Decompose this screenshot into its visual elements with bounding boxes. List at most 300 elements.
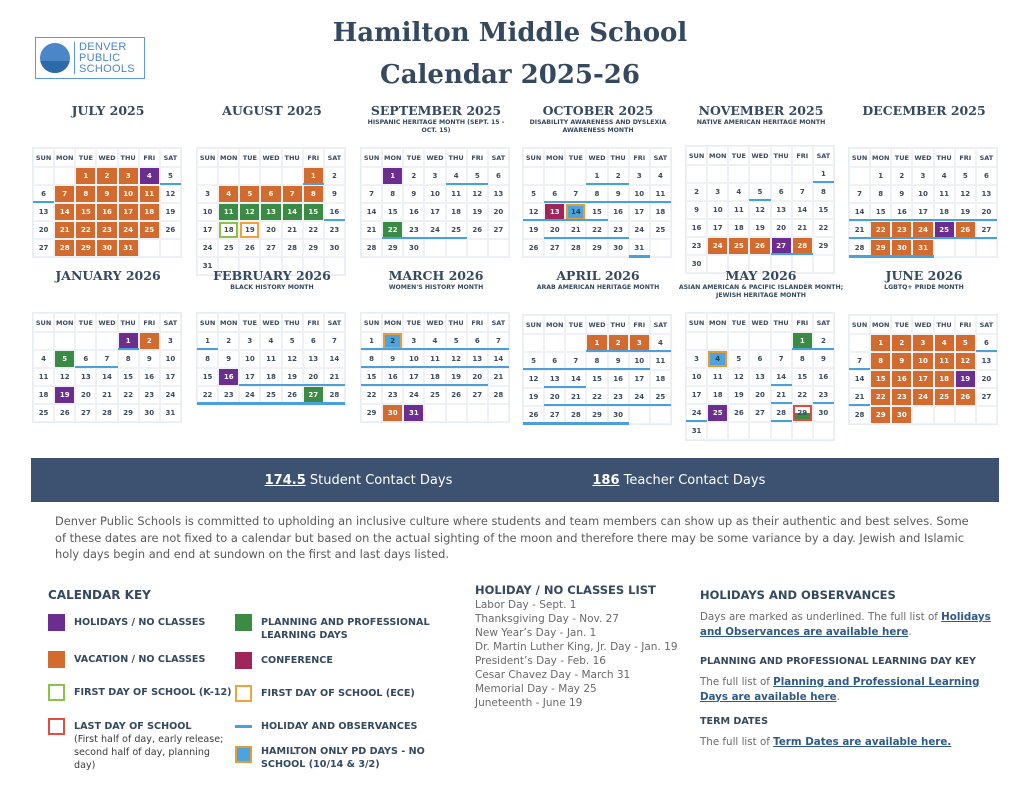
calendar-day: 4 xyxy=(218,185,239,203)
calendar-day: 25 xyxy=(260,386,281,404)
empty-day xyxy=(976,239,997,257)
calendar-day: 9 xyxy=(96,185,117,203)
calendar-day: 21 xyxy=(849,388,870,406)
calendar-day: 23 xyxy=(891,221,912,239)
calendar-day: 5 xyxy=(467,167,488,185)
calendar-day: 16 xyxy=(608,370,629,388)
calendar-day: 30 xyxy=(403,239,424,257)
calendar-day: 17 xyxy=(424,203,445,221)
calendar-day: 11 xyxy=(218,203,239,221)
empty-day xyxy=(849,334,870,352)
calendar-day: 20 xyxy=(771,219,792,237)
planning-desc: The full list of xyxy=(700,676,774,688)
calendar-day: 30 xyxy=(324,239,345,257)
calendar-day: 15 xyxy=(870,203,891,221)
calendar-day: 21 xyxy=(792,219,813,237)
calendar-day: 26 xyxy=(955,388,976,406)
calendar-day: 26 xyxy=(467,221,488,239)
weekday-header: FRI xyxy=(139,313,160,332)
calendar-day: 16 xyxy=(686,219,707,237)
empty-day xyxy=(771,422,792,440)
calendar-day: 27 xyxy=(303,386,324,404)
key-planning-label: PLANNING AND PROFESSIONAL LEARNING DAYS xyxy=(261,617,430,641)
weekday-header: SUN xyxy=(197,313,218,332)
calendar-day: 8 xyxy=(75,185,96,203)
calendar-day: 21 xyxy=(361,221,382,239)
calendar-day: 28 xyxy=(488,386,509,404)
calendar-day: 19 xyxy=(467,203,488,221)
weekday-header: TUE xyxy=(403,313,424,332)
month-grid xyxy=(522,147,672,258)
calendar-day: 4 xyxy=(728,183,749,201)
calendar-day: 28 xyxy=(324,386,345,404)
weekday-header: THU xyxy=(934,148,955,167)
calendar-day: 19 xyxy=(282,368,303,386)
calendar-day: 3 xyxy=(912,334,933,352)
calendar-day: 18 xyxy=(650,203,671,221)
calendar-day: 26 xyxy=(239,239,260,257)
calendar-day: 1 xyxy=(813,165,834,183)
month-calendar xyxy=(678,268,844,435)
hamilton-pd-swatch-icon xyxy=(235,746,252,763)
calendar-day: 22 xyxy=(813,219,834,237)
dps-logo-emblem-icon xyxy=(40,43,70,73)
calendar-day: 1 xyxy=(792,332,813,350)
month-grid xyxy=(848,147,998,258)
calendar-day: 25 xyxy=(33,404,54,422)
calendar-day: 15 xyxy=(197,368,218,386)
calendar-day: 4 xyxy=(934,334,955,352)
month-calendar xyxy=(522,103,674,252)
calendar-day: 29 xyxy=(382,239,403,257)
calendar-day: 12 xyxy=(955,185,976,203)
calendar-day: 10 xyxy=(686,368,707,386)
calendar-day: 18 xyxy=(728,219,749,237)
calendar-day: 20 xyxy=(749,386,770,404)
empty-day xyxy=(686,165,707,183)
term-link[interactable]: Term Dates are available here. xyxy=(773,736,952,748)
holiday-swatch-icon xyxy=(48,614,65,631)
calendar-day: 23 xyxy=(813,386,834,404)
teacher-contact-days xyxy=(592,473,765,488)
calendar-day: 31 xyxy=(118,239,139,257)
logo-line-2: PUBLIC xyxy=(79,51,121,64)
holiday-list-title: HOLIDAY / NO CLASSES LIST xyxy=(475,583,656,597)
calendar-day: 5 xyxy=(160,167,181,185)
calendar-day: 20 xyxy=(33,221,54,239)
calendar-day: 26 xyxy=(54,404,75,422)
calendar-day: 24 xyxy=(403,386,424,404)
weekday-header: SAT xyxy=(976,148,997,167)
calendar-day: 29 xyxy=(792,404,813,422)
calendar-day: 1 xyxy=(870,167,891,185)
empty-day xyxy=(424,404,445,422)
weekday-header: TUE xyxy=(75,313,96,332)
calendar-day: 18 xyxy=(707,386,728,404)
calendar-day: 5 xyxy=(282,332,303,350)
calendar-day: 24 xyxy=(424,221,445,239)
calendar-day: 17 xyxy=(707,219,728,237)
calendar-day: 11 xyxy=(707,368,728,386)
calendar-day: 13 xyxy=(260,203,281,221)
calendar-day: 30 xyxy=(608,239,629,257)
empty-day xyxy=(976,406,997,424)
calendar-day: 28 xyxy=(565,239,586,257)
empty-day xyxy=(33,167,54,185)
empty-day xyxy=(467,404,488,422)
calendar-day: 22 xyxy=(792,386,813,404)
calendar-day: 2 xyxy=(608,334,629,352)
observances-link[interactable]: Holidays and Observances are available here xyxy=(700,611,991,638)
empty-day xyxy=(361,167,382,185)
empty-day xyxy=(771,332,792,350)
calendar-day: 1 xyxy=(870,334,891,352)
empty-day xyxy=(650,239,671,257)
calendar-day: 6 xyxy=(488,167,509,185)
key-conference xyxy=(235,652,333,669)
calendar-day: 18 xyxy=(446,203,467,221)
calendar-day: 14 xyxy=(565,370,586,388)
weekday-header: THU xyxy=(282,148,303,167)
observance-line-icon xyxy=(235,725,252,728)
calendar-day: 23 xyxy=(608,388,629,406)
logo-line-1: DENVER xyxy=(79,40,127,53)
conference-swatch-icon xyxy=(235,652,252,669)
weekday-header: THU xyxy=(118,313,139,332)
month-observance: ASIAN AMERICAN & PACIFIC ISLANDER MONTH; JEWISH HERITAGE MONTH xyxy=(678,284,844,299)
calendar-day: 5 xyxy=(749,183,770,201)
month-calendar xyxy=(848,268,1000,419)
empty-day xyxy=(749,422,770,440)
calendar-day: 8 xyxy=(361,350,382,368)
calendar-day: 22 xyxy=(870,221,891,239)
weekday-header: MON xyxy=(870,148,891,167)
calendar-day: 18 xyxy=(218,221,239,239)
calendar-day: 16 xyxy=(813,368,834,386)
empty-day xyxy=(446,404,467,422)
month-grid xyxy=(848,314,998,425)
calendar-day: 7 xyxy=(849,352,870,370)
calendar-day: 26 xyxy=(749,237,770,255)
calendar-day: 26 xyxy=(955,221,976,239)
calendar-day: 1 xyxy=(361,332,382,350)
calendar-day: 17 xyxy=(629,370,650,388)
weekday-header: WED xyxy=(912,315,933,334)
calendar-day: 4 xyxy=(934,167,955,185)
calendar-day: 8 xyxy=(303,185,324,203)
observances-text: Days are marked as underlined. The full list of Holidays and Observances are available here. xyxy=(700,611,991,638)
dps-logo xyxy=(35,37,145,79)
calendar-day: 14 xyxy=(324,350,345,368)
empty-day xyxy=(544,167,565,185)
calendar-day: 10 xyxy=(239,350,260,368)
weekday-header: MON xyxy=(707,146,728,165)
calendar-day: 25 xyxy=(424,386,445,404)
calendar-day: 15 xyxy=(382,203,403,221)
calendar-day: 8 xyxy=(586,352,607,370)
calendar-day: 19 xyxy=(728,386,749,404)
calendar-day: 8 xyxy=(870,352,891,370)
calendar-day: 29 xyxy=(361,404,382,422)
calendar-day: 28 xyxy=(361,239,382,257)
calendar-day: 14 xyxy=(361,203,382,221)
logo-divider xyxy=(74,42,75,74)
term-desc: The full list of xyxy=(700,736,774,748)
calendar-day: 24 xyxy=(912,388,933,406)
calendar-day: 28 xyxy=(565,406,586,424)
empty-day xyxy=(523,334,544,352)
calendar-day: 9 xyxy=(139,350,160,368)
empty-day xyxy=(160,239,181,257)
empty-day xyxy=(565,167,586,185)
calendar-day: 19 xyxy=(955,370,976,388)
calendar-day: 15 xyxy=(303,203,324,221)
month-calendar xyxy=(685,103,837,268)
calendar-day: 18 xyxy=(33,386,54,404)
weekday-header: SAT xyxy=(160,148,181,167)
calendar-day: 4 xyxy=(260,332,281,350)
calendar-day: 18 xyxy=(139,203,160,221)
calendar-day: 2 xyxy=(403,167,424,185)
calendar-day: 1 xyxy=(382,167,403,185)
calendar-day: 13 xyxy=(771,201,792,219)
weekday-header: TUE xyxy=(891,148,912,167)
calendar-day: 7 xyxy=(771,350,792,368)
calendar-day: 17 xyxy=(118,203,139,221)
calendar-day: 25 xyxy=(446,221,467,239)
calendar-day: 30 xyxy=(686,255,707,273)
calendar-day: 8 xyxy=(382,185,403,203)
calendar-day: 8 xyxy=(586,185,607,203)
calendar-day: 2 xyxy=(608,167,629,185)
empty-day xyxy=(629,406,650,424)
month-calendar xyxy=(32,268,184,417)
empty-day xyxy=(792,165,813,183)
month-grid xyxy=(32,312,182,423)
calendar-day: 12 xyxy=(160,185,181,203)
weekday-header: TUE xyxy=(891,315,912,334)
calendar-day: 8 xyxy=(870,185,891,203)
calendar-day: 4 xyxy=(139,167,160,185)
calendar-day: 5 xyxy=(446,332,467,350)
weekday-header: MON xyxy=(218,313,239,332)
calendar-day: 14 xyxy=(96,368,117,386)
calendar-day: 12 xyxy=(467,185,488,203)
calendar-day: 1 xyxy=(586,334,607,352)
calendar-day: 10 xyxy=(197,203,218,221)
weekday-header: FRI xyxy=(792,313,813,332)
calendar-day: 29 xyxy=(870,406,891,424)
calendar-day: 3 xyxy=(160,332,181,350)
calendar-day: 19 xyxy=(523,388,544,406)
calendar-day: 25 xyxy=(707,404,728,422)
weekday-header: WED xyxy=(912,148,933,167)
teacher-days-count: 186 xyxy=(592,472,620,488)
month-name: JANUARY 2026 xyxy=(55,268,161,283)
holiday-item: Thanksgiving Day - Nov. 27 xyxy=(475,613,619,625)
key-observances-label: HOLIDAY AND OBSERVANCES xyxy=(261,721,418,732)
month-grid xyxy=(685,145,835,274)
calendar-day: 12 xyxy=(728,368,749,386)
logo-text xyxy=(79,42,135,75)
empty-day xyxy=(54,332,75,350)
calendar-day: 11 xyxy=(934,352,955,370)
empty-day xyxy=(686,332,707,350)
weekday-header: SAT xyxy=(976,315,997,334)
calendar-day: 25 xyxy=(728,237,749,255)
calendar-day: 16 xyxy=(403,203,424,221)
planning-link[interactable]: Planning and Professional Learning Days are available here xyxy=(700,676,980,703)
calendar-day: 30 xyxy=(891,239,912,257)
weekday-header: SAT xyxy=(650,315,671,334)
calendar-day: 21 xyxy=(324,368,345,386)
holiday-item: Memorial Day - May 25 xyxy=(475,683,597,695)
calendar-day: 13 xyxy=(303,350,324,368)
calendar-day: 2 xyxy=(382,332,403,350)
calendar-day: 10 xyxy=(424,185,445,203)
weekday-header: MON xyxy=(382,148,403,167)
calendar-day: 6 xyxy=(33,185,54,203)
weekday-header: THU xyxy=(934,315,955,334)
calendar-day: 9 xyxy=(608,352,629,370)
weekday-header: TUE xyxy=(239,313,260,332)
calendar-day: 21 xyxy=(849,221,870,239)
calendar-day: 25 xyxy=(218,239,239,257)
calendar-day: 10 xyxy=(912,352,933,370)
calendar-day: 24 xyxy=(629,388,650,406)
calendar-day: 13 xyxy=(467,350,488,368)
calendar-day: 22 xyxy=(75,221,96,239)
calendar-day: 16 xyxy=(218,368,239,386)
calendar-day: 22 xyxy=(197,386,218,404)
calendar-day: 25 xyxy=(934,388,955,406)
calendar-day: 3 xyxy=(912,167,933,185)
weekday-header: SUN xyxy=(523,148,544,167)
calendar-day: 7 xyxy=(488,332,509,350)
empty-day xyxy=(54,167,75,185)
calendar-day: 11 xyxy=(650,352,671,370)
calendar-day: 24 xyxy=(118,221,139,239)
calendar-day: 20 xyxy=(75,386,96,404)
calendar-day: 1 xyxy=(75,167,96,185)
calendar-day: 9 xyxy=(813,350,834,368)
weekday-header: FRI xyxy=(629,315,650,334)
weekday-header: THU xyxy=(608,148,629,167)
calendar-day: 6 xyxy=(260,185,281,203)
calendar-day: 28 xyxy=(771,404,792,422)
calendar-day: 5 xyxy=(523,352,544,370)
weekday-header: SUN xyxy=(849,315,870,334)
calendar-day: 14 xyxy=(792,201,813,219)
calendar-day: 29 xyxy=(75,239,96,257)
weekday-header: FRI xyxy=(792,146,813,165)
key-hamilton-label: HAMILTON ONLY PD DAYS - NO SCHOOL (10/14 & 3/2) xyxy=(261,746,425,770)
calendar-day: 1 xyxy=(118,332,139,350)
weekday-header: SUN xyxy=(523,315,544,334)
weekday-header: THU xyxy=(118,148,139,167)
key-vacation xyxy=(48,651,205,668)
calendar-day: 19 xyxy=(160,203,181,221)
weekday-header: THU xyxy=(446,313,467,332)
weekday-header: WED xyxy=(749,313,770,332)
weekday-header: MON xyxy=(870,315,891,334)
first-day-ece-swatch-icon xyxy=(235,685,252,702)
calendar-day: 9 xyxy=(382,350,403,368)
calendar-day: 15 xyxy=(586,203,607,221)
calendar-day: 28 xyxy=(96,404,117,422)
calendar-day: 15 xyxy=(361,368,382,386)
inclusion-statement: Denver Public Schools is committed to upholding an inclusive culture where students and team members can show up as their authentic and best selves. Some of these dates are not fixed to a calendar but based on the actual sighting of the moon and therefore there may be some variance by a day. Jewish and Islamic holy days begin and end at sundown on the first and last days listed. xyxy=(55,514,969,561)
calendar-day: 29 xyxy=(586,239,607,257)
calendar-day: 5 xyxy=(728,350,749,368)
calendar-day: 16 xyxy=(382,368,403,386)
calendar-day: 4 xyxy=(33,350,54,368)
month-name: APRIL 2026 xyxy=(556,268,640,283)
calendar-day: 25 xyxy=(650,221,671,239)
weekday-header: SAT xyxy=(813,146,834,165)
calendar-day: 24 xyxy=(629,221,650,239)
calendar-day: 21 xyxy=(771,386,792,404)
first-day-k12-swatch-icon xyxy=(48,684,65,701)
month-name: OCTOBER 2025 xyxy=(542,103,654,118)
calendar-day: 31 xyxy=(197,257,218,275)
calendar-day: 17 xyxy=(239,368,260,386)
key-first-k12-label: FIRST DAY OF SCHOOL (K-12) xyxy=(74,687,232,698)
weekday-header: TUE xyxy=(565,148,586,167)
calendar-day: 5 xyxy=(239,185,260,203)
weekday-header: FRI xyxy=(467,313,488,332)
calendar-day: 23 xyxy=(324,221,345,239)
calendar-day: 27 xyxy=(544,406,565,424)
last-day-swatch-icon xyxy=(48,718,65,735)
calendar-day: 9 xyxy=(891,185,912,203)
weekday-header: SAT xyxy=(813,313,834,332)
calendar-day: 30 xyxy=(139,404,160,422)
calendar-day: 7 xyxy=(54,185,75,203)
empty-day xyxy=(771,165,792,183)
calendar-day: 6 xyxy=(976,167,997,185)
calendar-day: 23 xyxy=(403,221,424,239)
calendar-day: 11 xyxy=(446,185,467,203)
empty-day xyxy=(139,239,160,257)
calendar-day: 14 xyxy=(771,368,792,386)
calendar-day: 24 xyxy=(239,386,260,404)
month-calendar xyxy=(360,103,512,252)
weekday-header: SAT xyxy=(488,313,509,332)
weekday-header: WED xyxy=(424,313,445,332)
calendar-day: 12 xyxy=(523,203,544,221)
key-first-ece-label: FIRST DAY OF SCHOOL (ECE) xyxy=(261,688,415,699)
calendar-day: 5 xyxy=(523,185,544,203)
calendar-day: 20 xyxy=(544,221,565,239)
calendar-day: 19 xyxy=(239,221,260,239)
weekday-header: SUN xyxy=(686,313,707,332)
month-grid xyxy=(360,147,510,258)
calendar-day: 23 xyxy=(382,386,403,404)
key-holidays xyxy=(48,614,205,631)
calendar-day: 11 xyxy=(728,201,749,219)
calendar-day: 27 xyxy=(33,239,54,257)
calendar-day: 8 xyxy=(197,350,218,368)
month-name: NOVEMBER 2025 xyxy=(698,103,824,118)
empty-day xyxy=(565,334,586,352)
empty-day xyxy=(749,332,770,350)
calendar-day: 3 xyxy=(629,167,650,185)
month-name: AUGUST 2025 xyxy=(222,103,322,118)
calendar-day: 10 xyxy=(912,185,933,203)
calendar-day: 4 xyxy=(650,334,671,352)
month-observance: LGBTQ+ PRIDE MONTH xyxy=(884,284,964,291)
